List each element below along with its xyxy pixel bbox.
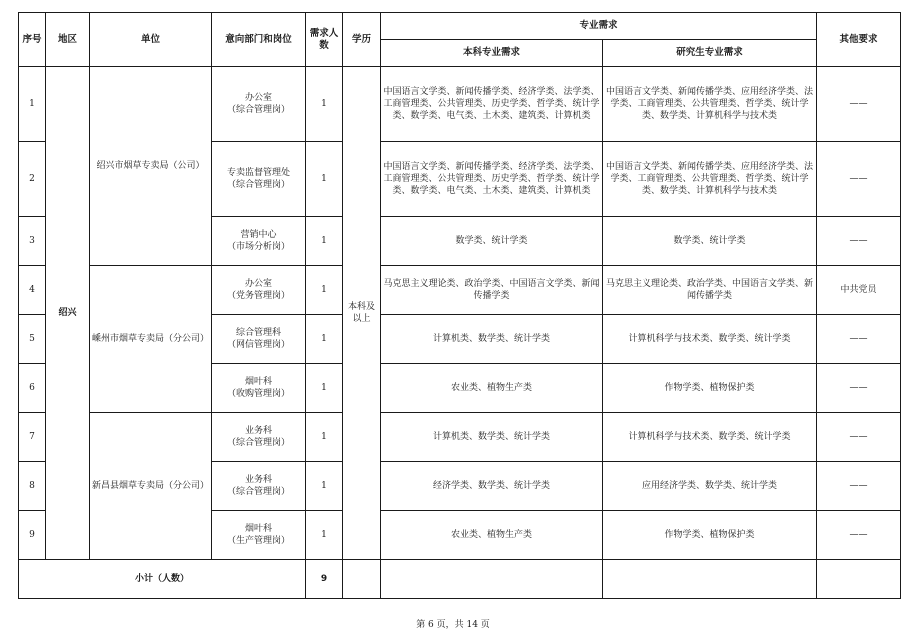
header-dept-post: 意向部门和岗位 <box>212 13 306 67</box>
grad-major-cell: 中国语言文学类、新闻传播学类、应用经济学类、法学类、工商管理类、公共管理类、哲学类、统计学类、数学类、计算机科学与技术类 <box>603 142 817 217</box>
post-name: （综合管理岗） <box>226 487 290 497</box>
header-grad-major: 研究生专业需求 <box>603 40 817 67</box>
dept-name: 业务科 <box>244 475 272 485</box>
header-education: 学历 <box>343 13 381 67</box>
other-cell: —— <box>817 511 901 560</box>
dept-name: 业务科 <box>244 426 272 436</box>
subtotal-label: 小计（人数） <box>19 560 306 599</box>
header-region: 地区 <box>46 13 90 67</box>
dept-post-cell <box>212 462 306 511</box>
seq-cell: 9 <box>19 511 46 560</box>
header-count: 需求人数 <box>306 13 343 67</box>
dept-post-cell <box>212 142 306 217</box>
unit-cell: 绍兴市烟草专卖局（公司） <box>90 67 212 266</box>
post-name: （综合管理岗） <box>226 180 290 190</box>
grad-major-cell: 应用经济学类、数学类、统计学类 <box>603 462 817 511</box>
header-major-req: 专业需求 <box>381 13 817 40</box>
subtotal-empty-cell <box>817 560 901 599</box>
subtotal-empty-cell <box>381 560 603 599</box>
undergrad-major-cell: 经济学类、数学类、统计学类 <box>381 462 603 511</box>
other-cell: —— <box>817 315 901 364</box>
count-cell: 1 <box>306 413 343 462</box>
undergrad-major-cell: 农业类、植物生产类 <box>381 511 603 560</box>
header-row-1 <box>19 13 901 40</box>
dept-name: 综合管理科 <box>235 328 281 338</box>
seq-cell: 4 <box>19 266 46 315</box>
seq-cell: 6 <box>19 364 46 413</box>
count-cell: 1 <box>306 315 343 364</box>
undergrad-major-cell: 农业类、植物生产类 <box>381 364 603 413</box>
other-cell: —— <box>817 142 901 217</box>
unit-cell: 新昌县烟草专卖局（分公司） <box>90 413 212 560</box>
header-other: 其他要求 <box>817 13 901 67</box>
recruitment-table <box>18 12 901 599</box>
post-name: （市场分析岗） <box>226 242 290 252</box>
undergrad-major-cell: 计算机类、数学类、统计学类 <box>381 315 603 364</box>
seq-cell: 1 <box>19 67 46 142</box>
undergrad-major-cell: 计算机类、数学类、统计学类 <box>381 413 603 462</box>
count-cell: 1 <box>306 364 343 413</box>
count-cell: 1 <box>306 142 343 217</box>
seq-cell: 3 <box>19 217 46 266</box>
grad-major-cell: 计算机科学与技术类、数学类、统计学类 <box>603 315 817 364</box>
grad-major-cell: 中国语言文学类、新闻传播学类、应用经济学类、法学类、工商管理类、公共管理类、哲学类、统计学类、数学类、计算机科学与技术类 <box>603 67 817 142</box>
other-cell: —— <box>817 364 901 413</box>
subtotal-count: 9 <box>306 560 343 599</box>
post-name: （综合管理岗） <box>226 105 290 115</box>
other-cell: —— <box>817 413 901 462</box>
subtotal-empty-cell <box>343 560 381 599</box>
other-cell: —— <box>817 217 901 266</box>
other-cell: —— <box>817 67 901 142</box>
table-row <box>19 413 901 462</box>
dept-post-cell <box>212 266 306 315</box>
header-seq: 序号 <box>19 13 46 67</box>
grad-major-cell: 马克思主义理论类、政治学类、中国语言文学类、新闻传播学类 <box>603 266 817 315</box>
undergrad-major-cell: 中国语言文学类、新闻传播学类、经济学类、法学类、工商管理类、公共管理类、历史学类、哲学类、统计学类、数学类、电气类、土木类、建筑类、计算机类 <box>381 67 603 142</box>
education-cell: 本科及以上 <box>343 67 381 560</box>
dept-name: 办公室 <box>244 279 272 289</box>
seq-cell: 8 <box>19 462 46 511</box>
grad-major-cell: 数学类、统计学类 <box>603 217 817 266</box>
dept-post-cell <box>212 67 306 142</box>
count-cell: 1 <box>306 462 343 511</box>
count-cell: 1 <box>306 217 343 266</box>
dept-name: 办公室 <box>244 93 272 103</box>
seq-cell: 2 <box>19 142 46 217</box>
undergrad-major-cell: 马克思主义理论类、政治学类、中国语言文学类、新闻传播学类 <box>381 266 603 315</box>
table-row <box>19 266 901 315</box>
subtotal-empty-cell <box>603 560 817 599</box>
undergrad-major-cell: 中国语言文学类、新闻传播学类、经济学类、法学类、工商管理类、公共管理类、历史学类、哲学类、统计学类、数学类、电气类、土木类、建筑类、计算机类 <box>381 142 603 217</box>
dept-post-cell <box>212 315 306 364</box>
header-unit: 单位 <box>90 13 212 67</box>
other-cell: —— <box>817 462 901 511</box>
dept-post-cell <box>212 364 306 413</box>
count-cell: 1 <box>306 266 343 315</box>
other-cell: 中共党员 <box>817 266 901 315</box>
grad-major-cell: 作物学类、植物保护类 <box>603 511 817 560</box>
dept-name: 专卖监督管理处 <box>226 168 290 178</box>
undergrad-major-cell: 数学类、统计学类 <box>381 217 603 266</box>
grad-major-cell: 作物学类、植物保护类 <box>603 364 817 413</box>
dept-post-cell <box>212 511 306 560</box>
count-cell: 1 <box>306 67 343 142</box>
dept-name: 营销中心 <box>240 230 277 240</box>
subtotal-row <box>19 560 901 599</box>
dept-name: 烟叶科 <box>244 377 272 387</box>
post-name: （综合管理岗） <box>226 438 290 448</box>
grad-major-cell: 计算机科学与技术类、数学类、统计学类 <box>603 413 817 462</box>
post-name: （网信管理岗） <box>226 340 290 350</box>
count-cell: 1 <box>306 511 343 560</box>
dept-name: 烟叶科 <box>244 524 272 534</box>
seq-cell: 5 <box>19 315 46 364</box>
region-cell: 绍兴 <box>46 67 90 560</box>
unit-cell: 嵊州市烟草专卖局（分公司） <box>90 266 212 413</box>
header-undergrad-major: 本科专业需求 <box>381 40 603 67</box>
table-row <box>19 67 901 142</box>
post-name: （生产管理岗） <box>226 536 290 546</box>
post-name: （收购管理岗） <box>226 389 290 399</box>
dept-post-cell <box>212 413 306 462</box>
dept-post-cell <box>212 217 306 266</box>
page-footer: 第 6 页，共 14 页 <box>416 620 490 630</box>
seq-cell: 7 <box>19 413 46 462</box>
post-name: （党务管理岗） <box>226 291 290 301</box>
